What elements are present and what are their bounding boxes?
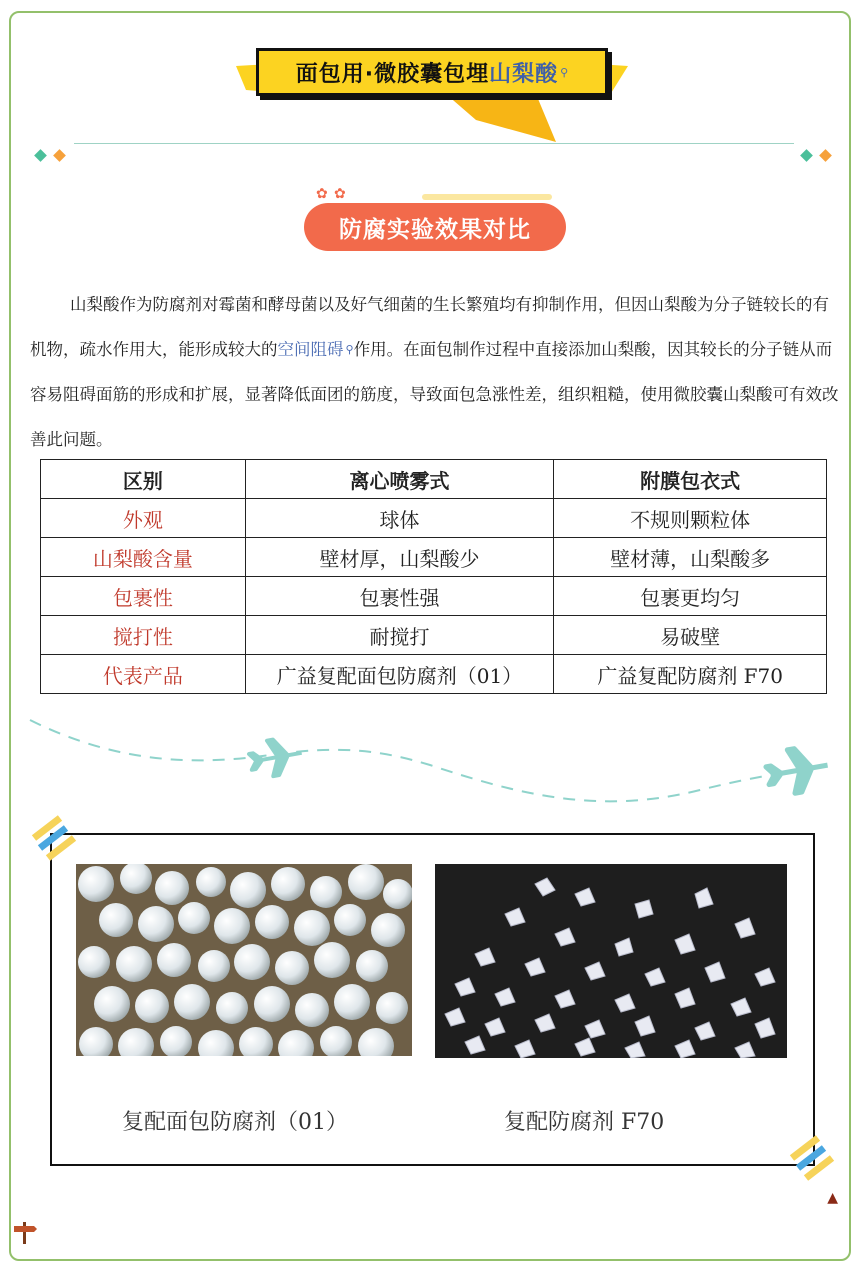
microcapsule-spheres-photo — [76, 864, 412, 1056]
flight-path-decoration — [0, 705, 860, 815]
row-label: 山梨酸含量 — [41, 538, 246, 577]
table-cell: 广益复配面包防腐剂（01） — [245, 655, 554, 694]
table-cell: 包裹性强 — [245, 577, 554, 616]
table-header-cell: 附膜包衣式 — [554, 460, 827, 499]
section-heading — [302, 186, 568, 256]
banner-title-box — [256, 48, 608, 96]
table-cell: 易破壁 — [554, 616, 827, 655]
table-row — [41, 616, 827, 655]
row-label: 搅打性 — [41, 616, 246, 655]
table-cell: 球体 — [245, 499, 554, 538]
header-banner — [236, 44, 636, 144]
comparison-table — [40, 459, 827, 694]
search-icon[interactable]: ⚲ — [560, 65, 569, 79]
pill-stripe-decoration — [422, 194, 552, 200]
stripes-decoration — [30, 812, 80, 862]
section-title: 防腐实验效果对比 — [339, 216, 531, 243]
term-link[interactable]: 空间阻碍 — [277, 340, 344, 359]
airplane-icon — [764, 743, 832, 797]
arrow-up-icon[interactable]: ▲ — [827, 1190, 838, 1206]
row-label: 包裹性 — [41, 577, 246, 616]
signpost-icon — [12, 1220, 38, 1244]
irregular-granules-photo — [435, 864, 787, 1058]
table-row — [41, 538, 827, 577]
section-pill — [304, 203, 566, 251]
intro-paragraph — [30, 282, 840, 462]
paragraph-text-before: 山梨酸作为防腐剂对霉菌和酵母菌以及好气细菌的生长繁殖均有抑制作用，但因山梨酸为分子链较长的有机物，疏水作用大，能形成较大的 — [30, 295, 829, 359]
table-cell: 壁材薄，山梨酸多 — [554, 538, 827, 577]
table-header-cell: 区别 — [41, 460, 246, 499]
banner-title: 面包用·微胶囊包埋 — [295, 61, 490, 87]
flower-icon: ✿ — [334, 186, 346, 202]
table-cell: 壁材厚，山梨酸少 — [245, 538, 554, 577]
table-cell: 包裹更均匀 — [554, 577, 827, 616]
table-row — [41, 655, 827, 694]
left-photo-caption: 复配面包防腐剂（01） — [122, 1110, 348, 1135]
table-row — [41, 499, 827, 538]
search-icon[interactable]: ⚲ — [345, 343, 354, 356]
table-cell: 不规则颗粒体 — [554, 499, 827, 538]
table-cell: 耐搅打 — [245, 616, 554, 655]
table-cell: 广益复配防腐剂 F70 — [554, 655, 827, 694]
paragraph-text-after: 作用。在面包制作过程中直接添加山梨酸，因其较长的分子链从而容易阻碍面筋的形成和扩展，显著降低面团的筋度，导致面包急涨性差，组织粗糙，使用微胶囊山梨酸可有效改善此问题。 — [30, 340, 839, 449]
stripes-decoration — [788, 1132, 838, 1182]
right-photo-caption: 复配防腐剂 F70 — [504, 1110, 665, 1135]
flower-icon: ✿ — [316, 186, 328, 202]
photo-panel — [50, 833, 815, 1166]
banner-title-highlight[interactable]: 山梨酸 — [489, 61, 559, 87]
row-label: 外观 — [41, 499, 246, 538]
airplane-icon — [247, 735, 304, 779]
table-header-row — [41, 460, 827, 499]
table-row — [41, 577, 827, 616]
divider-line — [74, 143, 794, 144]
table-header-cell: 离心喷雾式 — [245, 460, 554, 499]
row-label: 代表产品 — [41, 655, 246, 694]
